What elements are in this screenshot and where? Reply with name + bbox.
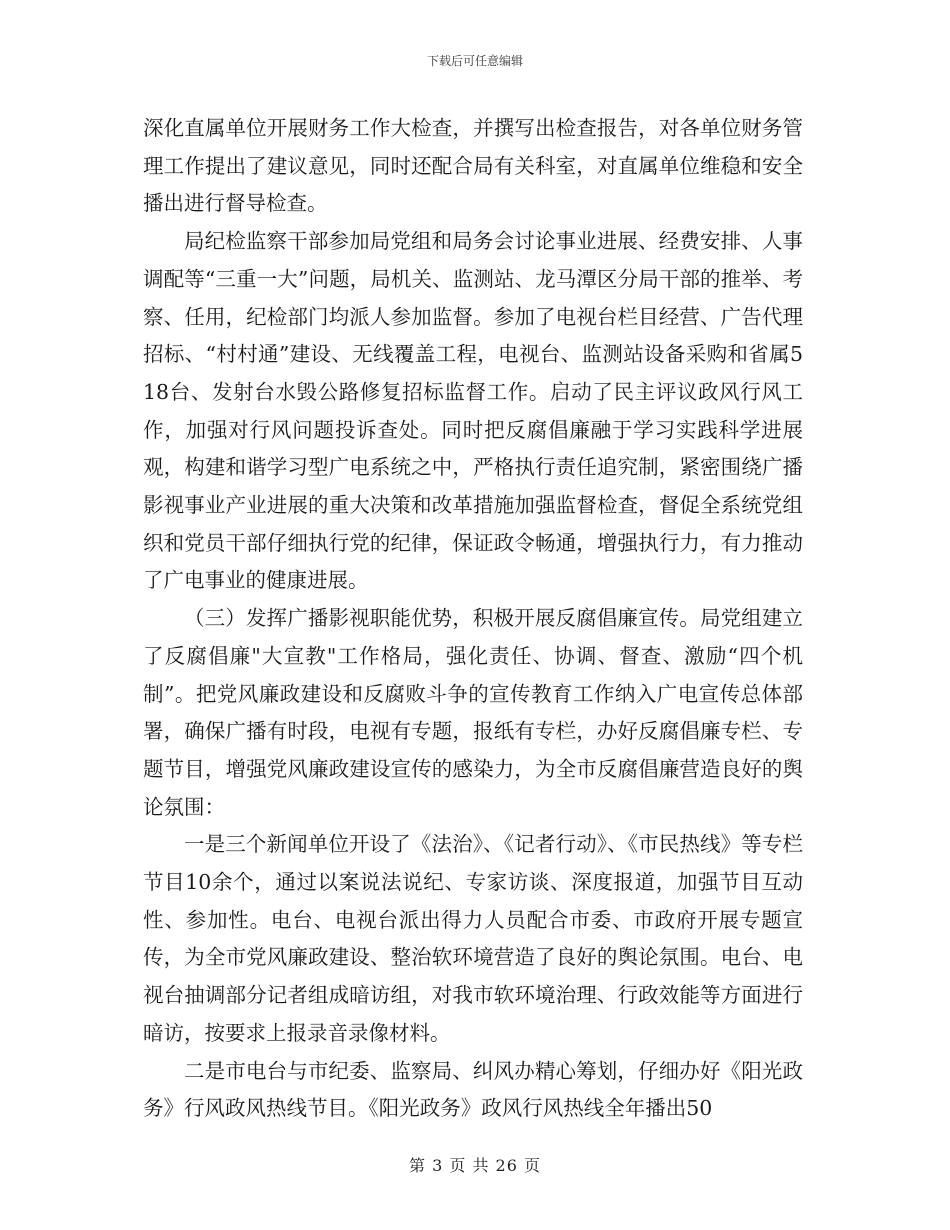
paragraph-point-one: 一是三个新闻单位开设了《法治》、《记者行动》、《市民热线》等专栏节目10余个，通过以案说法说纪、专家访谈、深度报道，加强节目互动性、参加性。电台、电视台派出得力人员配合市委、市政府开展专题宣传，为全市党风廉政建设、整治软环境营造了良好的舆论氛围。电台、电视台抽调部分记者组成暗访组，对我市软环境治理、行政效能等方面进行暗访，按要求上报录音录像材料。 bbox=[143, 832, 803, 1045]
document-body bbox=[143, 110, 803, 1128]
paragraph-continued: 深化直属单位开展财务工作大检查，并撰写出检查报告，对各单位财务管理工作提出了建议意见，同时还配合局有关科室，对直属单位维稳和安全播出进行督导检查。 bbox=[143, 116, 803, 216]
paragraph-point-two: 二是市电台与市纪委、监察局、纠风办精心筹划，仔细办好《阳光政务》行风政风热线节目。《阳光政务》政风行风热线全年播出50 bbox=[143, 1058, 803, 1121]
page-header: 下载后可任意编辑 bbox=[426, 54, 523, 68]
paragraph-supervision: 局纪检监察干部参加局党组和局务会讨论事业进展、经费安排、人事调配等“三重一大”问题，局机关、监测站、龙马潭区分局干部的推举、考察、任用，纪检部门均派人参加监督。参加了电视台栏目经营、广告代理招标、“村村通”建设、无线覆盖工程，电视台、监测站设备采购和省属518台、发射台水毁公路修复招标监督工作。启动了民主评议政风行风工作，加强对行风问题投诉查处。同时把反腐倡廉融于学习实践科学进展观，构建和谐学习型广电系统之中，严格执行责任追究制，紧密围绕广播影视事业产业进展的重大决策和改革措施加强监督检查，督促全系统党组织和党员干部仔细执行党的纪律，保证政令畅通，增强执行力，有力推动了广电事业的健康进展。 bbox=[143, 229, 803, 593]
page-footer-page-number: 第 3 页 共 26 页 bbox=[409, 1156, 541, 1175]
paragraph-section-three: （三）发挥广播影视职能优势，积极开展反腐倡廉宣传。局党组建立了反腐倡廉"大宣教"工作格局，强化责任、协调、督查、激励“四个机制”。把党风廉政建设和反腐败斗争的宣传教育工作纳入广电宣传总体部署，确保广播有时段，电视有专题，报纸有专栏，办好反腐倡廉专栏、专题节目，增强党风廉政建设宣传的感染力，为全市反腐倡廉营造良好的舆论氛围： bbox=[143, 606, 803, 819]
